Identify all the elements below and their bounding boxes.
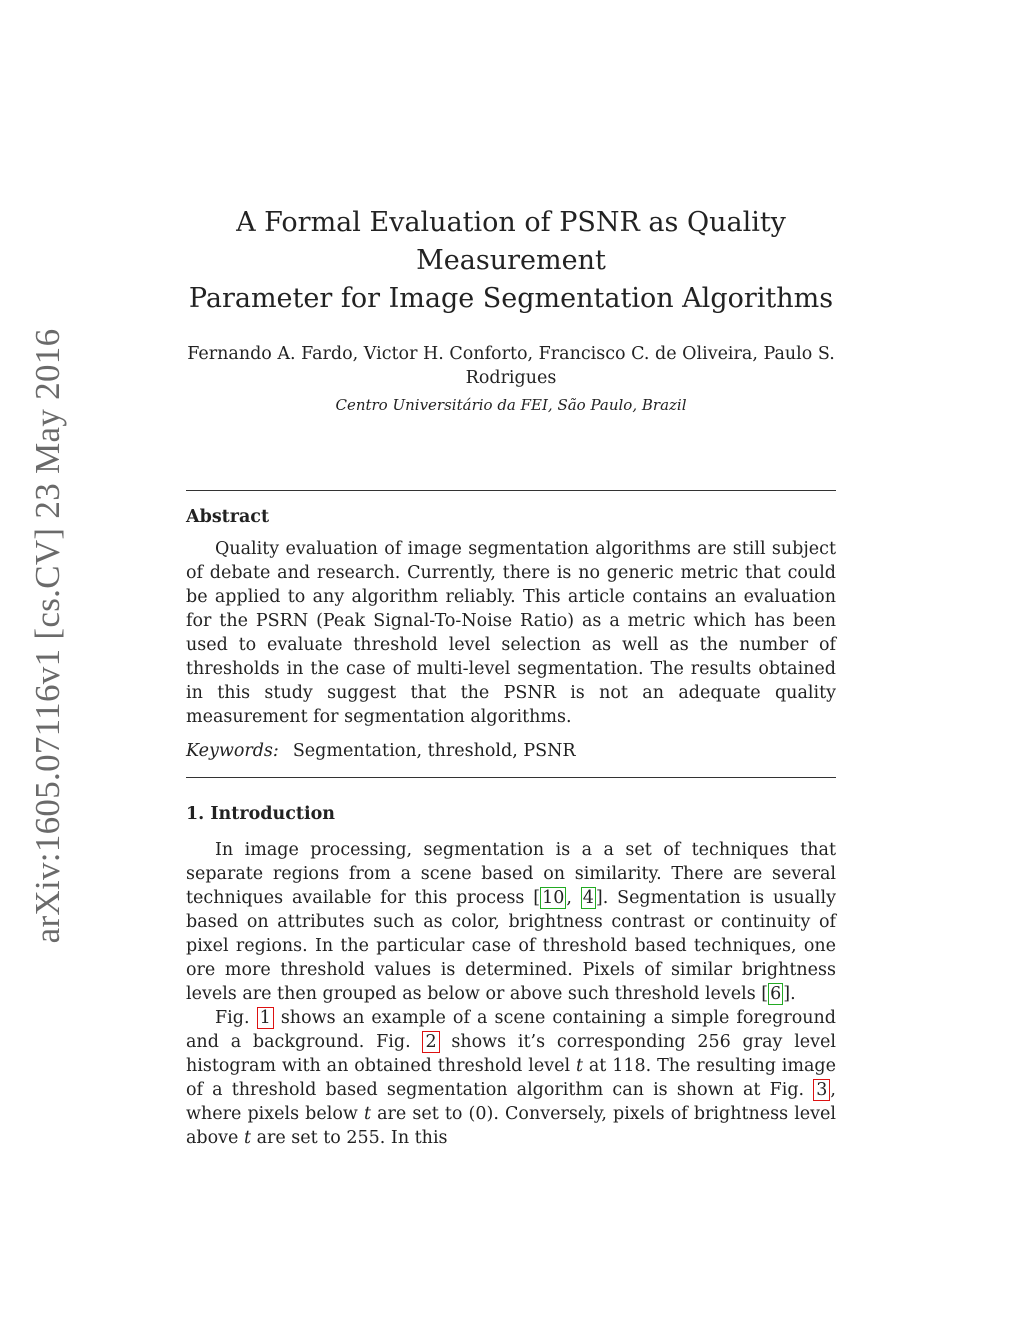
figure-link-3[interactable]: 3 (813, 1079, 830, 1101)
title-line-2: Parameter for Image Segmentation Algorithms (188, 283, 834, 314)
intro-p2-text-e: , where pixels below (186, 1080, 836, 1124)
intro-paragraph-2 (186, 1006, 836, 1150)
variable-t: t (243, 1128, 252, 1148)
figure-link-2[interactable]: 2 (422, 1031, 439, 1053)
keywords-value: Segmentation, threshold, PSNR (292, 741, 576, 761)
citation-link-10[interactable]: 10 (542, 888, 565, 908)
intro-p2-text-d: at 118. The resulting image of a threshold based segmentation algorithm can is shown at Fig. (186, 1056, 836, 1100)
intro-p2-text-g: are set to 255. In this (251, 1128, 448, 1148)
paper-page (186, 200, 836, 1150)
author-list (186, 342, 836, 390)
abstract-text: Quality evaluation of image segmentation algorithms are still subject of debate and research. Currently, there is no generic metric that could be applied to any algorithm reliably. This article contains an evaluation for the PSRN (Peak Signal-To-Noise Ratio) as a metric which has been used to evaluate threshold level selection as well as the number of thresholds in the case of multi-level segmentation. The results obtained in this study suggest that the PSNR is not an adequate quality measurement for segmentation algorithms. (186, 539, 836, 727)
intro-p1-text-b: ]. Segmentation is usually based on attributes such as color, brightness contrast or continuity of pixel regions. In the particular case of threshold based techniques, one ore more threshold values is determined. Pixels of similar brightness levels are then grouped as below or above such threshold levels [ (186, 888, 836, 1004)
abstract-top-rule (186, 490, 836, 491)
keywords-line (186, 739, 836, 763)
authors-line-1: Fernando A. Fardo, Victor H. Conforto, Francisco C. de Oliveira, Paulo S. (187, 344, 835, 364)
intro-p2-text-b: shows an example of a scene containing a simple foreground and a background. Fig. (186, 1008, 836, 1052)
intro-heading: 1. Introduction (186, 804, 335, 824)
paper-title (186, 204, 836, 318)
citation-link-4[interactable]: 4 (582, 888, 594, 908)
intro-p2-text-f: are set to (0). Conversely, pixels of brightness level above (186, 1104, 836, 1148)
title-line-1: A Formal Evaluation of PSNR as Quality Measurement (236, 207, 786, 276)
intro-p1-text-c: ]. (783, 984, 796, 1004)
authors-line-2: Rodrigues (465, 368, 557, 388)
variable-t: t (575, 1056, 583, 1076)
affiliation: Centro Universitário da FEI, São Paulo, Brazil (335, 396, 687, 414)
intro-paragraph-1 (186, 838, 836, 1006)
intro-p1-text-a: In image processing, segmentation is a a set of techniques that separate regions from a scene based on similarity. There are several techniques available for this process [ (186, 840, 836, 908)
keywords-label: Keywords: (186, 741, 279, 761)
abstract-heading: Abstract (186, 507, 270, 527)
citation-link-6[interactable]: 6 (770, 984, 782, 1004)
variable-t: t (363, 1104, 371, 1124)
figure-link-1[interactable]: 1 (257, 1007, 274, 1029)
abstract-bottom-rule (186, 777, 836, 778)
intro-p2-text-a: Fig. (215, 1008, 257, 1028)
intro-p2-text-c: shows it’s corresponding 256 gray level histogram with an obtained threshold level (186, 1032, 837, 1076)
arxiv-watermark: arXiv:1605.07116v1 [cs.CV] 23 May 2016 (28, 328, 67, 944)
intro-p1-comma: , (566, 888, 581, 908)
